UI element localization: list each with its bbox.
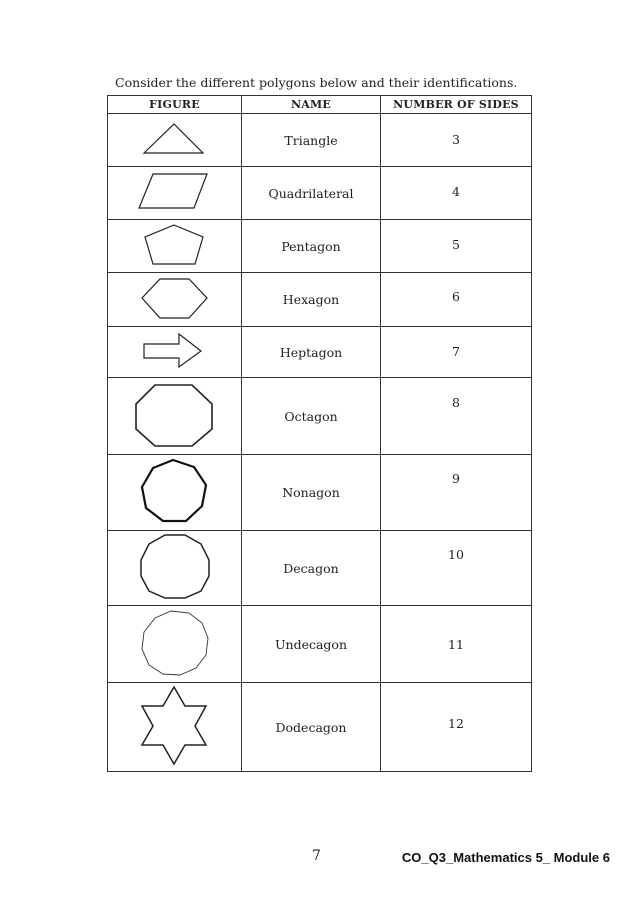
table-header-row <box>108 96 532 114</box>
table-row <box>108 273 532 327</box>
octagon-icon <box>108 378 242 454</box>
table-row <box>108 531 532 606</box>
page-number: 7 <box>312 848 321 864</box>
sides-cell <box>381 167 532 220</box>
sides-value: 11 <box>448 637 464 652</box>
sides-cell <box>381 378 532 455</box>
table-row <box>108 455 532 531</box>
header-name: NAME <box>242 96 381 114</box>
table-row <box>108 378 532 455</box>
figure-cell <box>108 606 242 683</box>
sides-cell <box>381 114 532 167</box>
figure-cell <box>108 327 242 378</box>
table-row <box>108 220 532 273</box>
sides-value: 7 <box>452 344 460 359</box>
sides-cell <box>381 683 532 772</box>
figure-cell <box>108 683 242 772</box>
sides-value: 4 <box>452 184 460 199</box>
figure-cell <box>108 531 242 606</box>
sides-value: 3 <box>452 132 460 147</box>
table-row <box>108 606 532 683</box>
intro-text: Consider the different polygons below and their identifications. <box>115 75 518 90</box>
table-row <box>108 327 532 378</box>
nonagon-icon <box>108 455 242 530</box>
name-cell: Pentagon <box>242 220 381 273</box>
decagon-icon <box>108 531 242 605</box>
name-cell: Triangle <box>242 114 381 167</box>
triangle-icon <box>108 114 242 166</box>
parallelogram-icon <box>108 167 242 219</box>
table-row <box>108 167 532 220</box>
sides-cell <box>381 455 532 531</box>
pentagon-icon <box>108 220 242 272</box>
arrow-heptagon-icon <box>108 327 242 377</box>
star-dodecagon-icon <box>108 683 242 771</box>
sides-cell <box>381 531 532 606</box>
figure-cell <box>108 167 242 220</box>
header-figure: FIGURE <box>108 96 242 114</box>
footer-module-label: CO_Q3_Mathematics 5_ Module 6 <box>401 850 610 865</box>
sides-cell <box>381 220 532 273</box>
sides-cell <box>381 273 532 327</box>
sides-cell <box>381 327 532 378</box>
figure-cell <box>108 114 242 167</box>
name-cell: Octagon <box>242 378 381 455</box>
name-cell: Undecagon <box>242 606 381 683</box>
table-row <box>108 114 532 167</box>
figure-cell <box>108 273 242 327</box>
polygons-table <box>107 95 532 772</box>
figure-cell <box>108 378 242 455</box>
name-cell: Heptagon <box>242 327 381 378</box>
table-row <box>108 683 532 772</box>
name-cell: Decagon <box>242 531 381 606</box>
figure-cell <box>108 220 242 273</box>
name-cell: Quadrilateral <box>242 167 381 220</box>
name-cell: Nonagon <box>242 455 381 531</box>
header-sides: NUMBER OF SIDES <box>381 96 532 114</box>
name-cell: Hexagon <box>242 273 381 327</box>
sides-value: 5 <box>452 237 460 252</box>
sides-cell <box>381 606 532 683</box>
name-cell: Dodecagon <box>242 683 381 772</box>
sides-value: 9 <box>452 471 460 486</box>
sides-value: 6 <box>452 289 460 304</box>
hexagon-icon <box>108 273 242 326</box>
sides-value: 8 <box>452 395 460 410</box>
sides-value: 12 <box>448 716 464 731</box>
sides-value: 10 <box>448 547 464 562</box>
figure-cell <box>108 455 242 531</box>
undecagon-icon <box>108 606 242 682</box>
